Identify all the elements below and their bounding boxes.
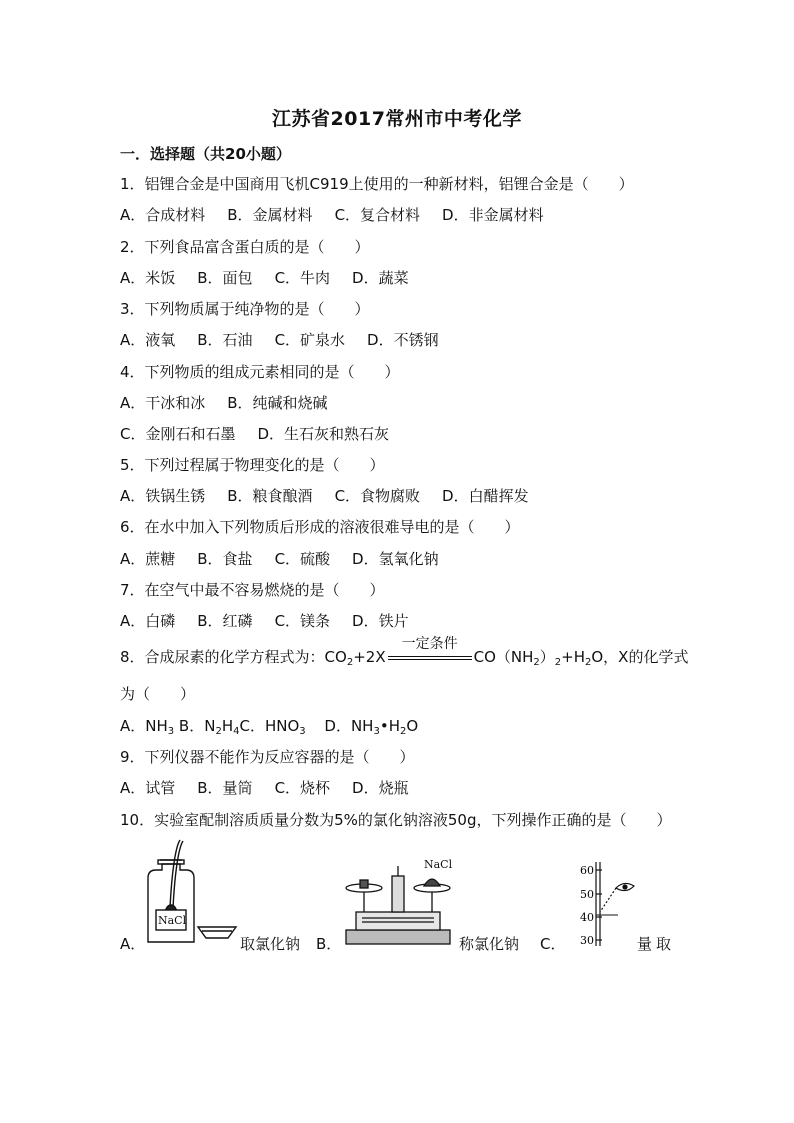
subscript: 2: [215, 726, 222, 737]
option-a[interactable]: A．干冰和冰: [120, 394, 206, 412]
tick-30: 30: [580, 934, 594, 947]
question-8-options: [120, 716, 418, 742]
option-b[interactable]: [179, 717, 240, 735]
balance-figure: [340, 856, 458, 950]
question-4-options-row2: [120, 424, 389, 444]
question-3-stem: 3．下列物质属于纯净物的是（ ）: [120, 300, 370, 318]
equation-product-1: CO（NH: [473, 648, 534, 666]
reaction-condition: 一定条件: [401, 636, 458, 652]
option-d[interactable]: D．不锈钢: [367, 331, 439, 349]
option-c[interactable]: C．硫酸: [274, 550, 331, 568]
question-5-stem: 5．下列过程属于物理变化的是（ ）: [120, 456, 385, 474]
question-9-options: [120, 778, 409, 798]
equals-bar: [388, 659, 472, 660]
question-4-options-row1: [120, 393, 328, 413]
option-b[interactable]: B．石油: [197, 331, 253, 349]
option-c[interactable]: C．镁条: [274, 612, 331, 630]
option-a[interactable]: A．铁锅生锈: [120, 487, 206, 505]
subscript: 2: [554, 657, 562, 668]
q10-option-a-label[interactable]: A．: [120, 935, 146, 953]
q10-option-c-label[interactable]: C．: [540, 935, 566, 953]
question-7-options: [120, 611, 409, 631]
subscript: 4: [233, 726, 240, 737]
option-d-text: •H: [379, 717, 400, 735]
question-6-stem: 6．在水中加入下列物质后形成的溶液很难导电的是（ ）: [120, 518, 520, 536]
question-2-options: [120, 268, 409, 288]
question-10-stem: 10．实验室配制溶质质量分数为5%的氯化钠溶液50g，下列操作正确的是（ ）: [120, 811, 672, 829]
tick-60: 60: [580, 864, 594, 877]
subscript: 3: [167, 726, 175, 737]
option-d-text: O: [406, 717, 419, 735]
option-b-text: B．N: [178, 717, 216, 735]
option-c[interactable]: C．复合材料: [334, 206, 421, 224]
question-8-stem-line2: 为（ ）: [120, 685, 196, 703]
question-1-stem: 1．铝锂合金是中国商用飞机C919上使用的一种新材料，铝锂合金是（ ）: [120, 175, 634, 193]
equation-product-2: +H: [561, 648, 585, 666]
page-title: 江苏省2017常州市中考化学: [272, 108, 522, 130]
option-b-text: H: [221, 717, 234, 735]
question-3-options: [120, 330, 439, 350]
option-c[interactable]: C．牛肉: [274, 269, 331, 287]
option-b[interactable]: B．量筒: [197, 779, 253, 797]
question-9-stem: 9．下列仪器不能作为反应容器的是（ ）: [120, 748, 415, 766]
question-4-stem: 4．下列物质的组成元素相同的是（ ）: [120, 363, 400, 381]
equation-reactant-1: 8．合成尿素的化学方程式为：CO: [120, 648, 347, 666]
measuring-cylinder-figure: [574, 860, 638, 950]
option-b[interactable]: B．金属材料: [227, 206, 313, 224]
option-b[interactable]: B．粮食酿酒: [227, 487, 313, 505]
option-b[interactable]: B．食盐: [197, 550, 253, 568]
option-b[interactable]: B．纯碱和烧碱: [227, 394, 328, 412]
bottle-label: NaCl: [158, 914, 187, 927]
option-b[interactable]: B．红磷: [197, 612, 253, 630]
option-d-text: D．NH: [324, 717, 374, 735]
option-c[interactable]: C．食物腐败: [334, 487, 421, 505]
option-d[interactable]: D．蔬菜: [352, 269, 409, 287]
option-b[interactable]: B．面包: [197, 269, 253, 287]
option-c[interactable]: [239, 717, 305, 735]
question-5-options: [120, 486, 529, 506]
option-a[interactable]: [120, 717, 174, 735]
question-1-options: [120, 205, 544, 225]
subscript: 3: [373, 726, 380, 737]
option-d[interactable]: D．氢氧化钠: [352, 550, 439, 568]
reagent-bottle-figure: [136, 838, 242, 950]
paren: ）: [539, 648, 555, 666]
question-6-options: [120, 549, 439, 569]
option-c-text: C．HNO: [239, 717, 300, 735]
option-a[interactable]: A．蔗糖: [120, 550, 176, 568]
option-a[interactable]: A．液氧: [120, 331, 176, 349]
question-2-stem: 2．下列食品富含蛋白质的是（ ）: [120, 238, 370, 256]
question-tail: O，X的化学式: [591, 648, 689, 666]
option-c[interactable]: C．金刚石和石墨: [120, 425, 236, 443]
option-a[interactable]: A．合成材料: [120, 206, 206, 224]
question-7-stem: 7．在空气中最不容易燃烧的是（ ）: [120, 581, 385, 599]
option-d[interactable]: D．生石灰和熟石灰: [257, 425, 390, 443]
balance-label: NaCl: [424, 858, 453, 871]
option-a[interactable]: A．白磷: [120, 612, 176, 630]
q10-option-a-text: 取氯化钠: [240, 935, 301, 953]
tick-50: 50: [580, 888, 594, 901]
subscript: 3: [299, 726, 306, 737]
option-d[interactable]: D．非金属材料: [442, 206, 544, 224]
option-c[interactable]: C．矿泉水: [274, 331, 346, 349]
question-8-stem: [120, 636, 689, 673]
option-d[interactable]: D．白醋挥发: [442, 487, 529, 505]
subscript: 2: [399, 726, 407, 737]
subscript: 2: [533, 657, 540, 668]
section-heading: 一．选择题（共20小题）: [120, 145, 291, 163]
option-d[interactable]: [324, 717, 418, 735]
equals-bar: [388, 656, 472, 657]
q10-option-c-text: 量取: [637, 935, 676, 953]
option-a[interactable]: A．米饭: [120, 269, 176, 287]
tick-40: 40: [580, 911, 594, 924]
reaction-condition-arrow: [388, 636, 472, 667]
option-a[interactable]: A．试管: [120, 779, 176, 797]
q10-option-b-text: 称氯化钠: [459, 935, 520, 953]
subscript: 2: [585, 657, 592, 668]
option-d[interactable]: D．铁片: [352, 612, 409, 630]
subscript: 2: [346, 657, 354, 668]
option-c[interactable]: C．烧杯: [274, 779, 331, 797]
option-d[interactable]: D．烧瓶: [352, 779, 409, 797]
q10-option-b-label[interactable]: B．: [316, 935, 342, 953]
option-a-text: A．NH: [120, 717, 168, 735]
equation-reactant-2: +2X: [353, 648, 386, 666]
